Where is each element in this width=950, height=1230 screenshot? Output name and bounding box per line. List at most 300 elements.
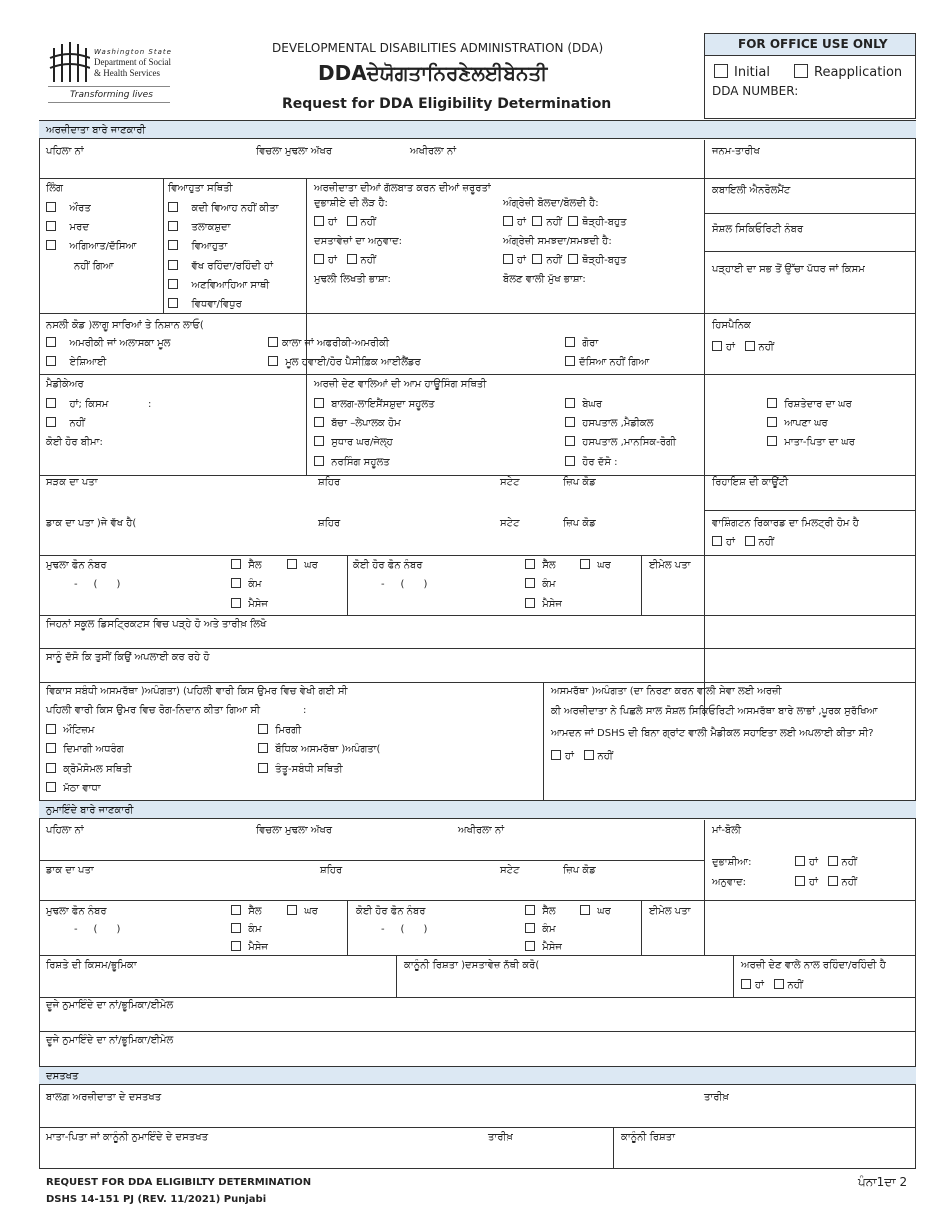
marital-separated[interactable] <box>168 260 273 273</box>
email-label: ਈਮੇਲ ਪਤਾ <box>649 560 691 571</box>
rep-middle-initial-label: ਵਿਚਲਾ ਮੁਢਲਾ ਅੱਖਰ <box>256 825 333 836</box>
homeless-checkbox[interactable] <box>565 398 575 408</box>
divider <box>613 1127 614 1169</box>
rep-legal-relationship-label: ਕਾਨੂੰਨੀ ਰਿਸ਼ਤਾ )ਦਸਤਾਵੇਜ਼ ਨੱਥੀ ਕਰੋ( <box>404 960 540 971</box>
ssa-options[interactable] <box>551 750 613 763</box>
race-label: ਨਸਲੀ ਕੋਡ )ਲਾਗੂ ਸਾਰਿਆਂ ਤੇ ਨਿਸ਼ਾਨ ਲਾਓ( <box>46 320 204 331</box>
hispanic-label: ਹਿਸਪੈਨਿਕ <box>712 320 751 331</box>
applicant-middle-initial-label: ਵਿਚਲਾ ਮੁਢਲਾ ਅੱਖਰ <box>256 146 333 157</box>
lives-with-no-checkbox[interactable] <box>774 979 784 989</box>
gender-female[interactable] <box>46 202 91 215</box>
divider <box>39 860 704 861</box>
no-label: ਨਹੀਂ <box>69 418 85 429</box>
medicare-no[interactable] <box>46 417 85 430</box>
race-hawaiian[interactable] <box>268 356 421 369</box>
dx-chromosomal[interactable] <box>46 763 132 776</box>
speaks-english-options[interactable] <box>503 216 627 229</box>
divider <box>704 213 916 214</box>
cell-checkbox[interactable] <box>231 905 241 915</box>
interpreter-yes-checkbox[interactable] <box>314 216 324 226</box>
living-foster[interactable] <box>314 417 401 430</box>
divider <box>641 555 642 615</box>
understands-little-checkbox[interactable] <box>568 254 578 264</box>
rep-other-work[interactable] <box>525 923 556 936</box>
not-told-checkbox[interactable] <box>565 356 575 366</box>
divider <box>39 178 916 179</box>
rep-translation-yes-checkbox[interactable] <box>795 876 805 886</box>
logo-dept-line1: Department of Social <box>94 57 171 67</box>
why-applying-label: ਸਾਨੂੰ ਦੱਸੋ ਕਿ ਤੁਸੀਂ ਕਿਉਂ ਅਪਲਾਈ ਕਰ ਰਹੇ ਹੋ <box>46 652 210 663</box>
rep-other-cell[interactable] <box>525 905 556 918</box>
rep-translation-no-checkbox[interactable] <box>828 876 838 886</box>
mailing-address-label: ਡਾਕ ਦਾ ਪਤਾ )ਜੇ ਵੱਖ ਹੈ( <box>46 518 137 529</box>
foster-checkbox[interactable] <box>314 417 324 427</box>
epilepsy-checkbox[interactable] <box>258 724 268 734</box>
relative-label: ਰਿਸ਼ਤੇਦਾਰ ਦਾ ਘਰ <box>784 399 852 410</box>
corrections-checkbox[interactable] <box>314 436 324 446</box>
no-label: ਨਹੀਂ <box>758 537 774 548</box>
first-age-label: ਪਹਿਲੀ ਵਾਰੀ ਕਿਸ ਉਮਰ ਵਿਚ ਰੋਗ-ਨਿਦਾਨ ਕੀਤਾ ਗਿਆ ਸੀ <box>46 705 261 716</box>
office-use-header <box>705 34 915 56</box>
female-label: ਔਰਤ <box>69 203 91 214</box>
rep-primary-phone-label: ਮੁਢਲਾ ਫੋਨ ਨੰਬਰ <box>46 906 107 917</box>
divider <box>704 510 916 511</box>
divider <box>733 955 734 997</box>
marital-married[interactable] <box>168 240 227 253</box>
street-address-label: ਸੜਕ ਦਾ ਪਤਾ <box>46 477 98 488</box>
message-label: ਮੈਸੇਜ <box>542 942 562 953</box>
rep-primary-cell[interactable] <box>231 905 262 918</box>
race-white[interactable] <box>565 337 598 350</box>
primary-phone-home[interactable] <box>287 559 318 572</box>
primary-phone-work[interactable] <box>231 578 262 591</box>
yes-label: ਹਾਂ <box>517 255 526 266</box>
dx-intellectual[interactable] <box>258 743 380 756</box>
yes-label: ਹਾਂ <box>328 255 337 266</box>
no-label: ਨਹੀਂ <box>360 217 376 228</box>
marital-partner[interactable] <box>168 279 269 292</box>
divider <box>347 555 348 615</box>
work-checkbox[interactable] <box>231 923 241 933</box>
reapplication-option[interactable] <box>794 64 902 81</box>
gender-unknown-line2: ਨਹੀਂ ਗਿਆ <box>74 261 114 272</box>
rep-mailing-label: ਡਾਕ ਦਾ ਪਤਾ <box>46 865 94 876</box>
yes-label: ਹਾਂ <box>809 857 818 868</box>
no-label: ਨਹੀਂ <box>758 342 774 353</box>
neuro-label: ਤੰਤੂ-ਸਬੰਧੀ ਸਥਿਤੀ <box>275 764 343 775</box>
rep-first-name-label: ਪਹਿਲਾ ਨਾਂ <box>46 825 84 836</box>
home-checkbox[interactable] <box>580 905 590 915</box>
applicant-section-title: ਅਰਜ਼ੀਦਾਤਾ ਬਾਰੇ ਜਾਣਕਾਰੀ <box>46 125 146 136</box>
living-hospital-psych[interactable] <box>565 436 676 449</box>
foster-label: ਬੱਚਾ –ਲੇਪਾਲਕ ਹੋਮ <box>331 418 401 429</box>
message-label: ਮੈਸੇਜ <box>542 599 562 610</box>
applicant-birth-date-label: ਜਨਮ-ਤਾਰੀਖ <box>712 146 760 157</box>
ssa-question-line1: ਕੀ ਅਰਜ਼ੀਦਾਤਾ ਨੇ ਪਿਛਲੇ ਸਾਲ ਸੋਸ਼ਲ ਸਿਕਿਓਰਿਟੀ ਅਸਮਰੱਥਾ ਬਾਰੇ ਲਾਭਾਂ ,ਪੂਰਕ ਸੁਰੱਖਿਆ <box>551 706 878 717</box>
other-phone-cell[interactable] <box>525 559 556 572</box>
comm-needs-label: ਅਰਜ਼ੀਦਾਤਾ ਦੀਆਂ ਗੱਲਬਾਤ ਕਰਨ ਦੀਆਂ ਜ਼ਰੂਰਤਾਂ <box>314 183 491 194</box>
hispanic-yes-checkbox[interactable] <box>712 341 722 351</box>
primary-phone-cell[interactable] <box>231 559 262 572</box>
chromosomal-label: ਕ੍ਰੋਮੋਸੋਮਲ ਸਥਿਤੀ <box>63 764 132 775</box>
message-checkbox[interactable] <box>525 598 535 608</box>
dx-cerebral[interactable] <box>46 743 124 756</box>
corrections-label: ਸੁਧਾਰ ਘਰ/ਜੇਲ੍ਹ <box>331 437 393 448</box>
dev-disability-label: ਵਿਕਾਸ ਸਬੰਧੀ ਅਸਮਰੱਥਾ )ਅਪੰਗਤਾ) (ਪਹਿਲੀ ਵਾਰੀ ਕਿਸ ਉਮਰ ਵਿਚ ਵੇਖੀ ਗਈ ਸੀ <box>46 686 348 697</box>
medicare-yes[interactable] <box>46 398 108 411</box>
cell-checkbox[interactable] <box>525 905 535 915</box>
parent-home-checkbox[interactable] <box>767 436 777 446</box>
hospital-psych-checkbox[interactable] <box>565 436 575 446</box>
no-label: ਨਹੀਂ <box>841 857 857 868</box>
ssn-label: ਸੋਸ਼ਲ ਸਿਕਿਓਰਿਟੀ ਨੰਬਰ <box>712 224 804 235</box>
asian-label: ਏਸ਼ਿਆਈ <box>69 357 107 368</box>
married-checkbox[interactable] <box>168 240 178 250</box>
chromosomal-checkbox[interactable] <box>46 763 56 773</box>
living-other[interactable] <box>565 456 618 469</box>
rep-translation-label: ਅਨੁਵਾਦ: <box>712 877 746 888</box>
county-label: ਰਿਹਾਇਸ਼ ਦੀ ਕਾਊਂਟੀ <box>712 477 789 488</box>
hospital-psych-label: ਹਸਪਤਾਲ ,ਮਾਨਸਿਕ-ਰੋਗੀ <box>582 437 676 448</box>
initial-option[interactable] <box>714 64 770 81</box>
cell-checkbox[interactable] <box>525 559 535 569</box>
cerebral-checkbox[interactable] <box>46 743 56 753</box>
footer-form-number: DSHS 14-151 PJ (REV. 11/2021) Punjabi <box>46 1194 267 1205</box>
marital-divorced[interactable] <box>168 221 231 234</box>
rep-other-phone-mask: - ( ) <box>381 924 428 935</box>
title-punjabi: DDAਦੇਯੋਗਤਾਨਿਰਣੇਲਈਬੇਨਤੀ <box>318 61 548 85</box>
other-living-checkbox[interactable] <box>565 456 575 466</box>
understands-english-label: ਅੰਗ੍ਰੇਜ਼ੀ ਸਮਝਦਾ/ਸਮਝਦੀ ਹੈ: <box>503 236 612 247</box>
speaks-yes-checkbox[interactable] <box>503 216 513 226</box>
medicare-label: ਮੈਡੀਕੇਅਰ <box>46 379 84 390</box>
male-checkbox[interactable] <box>46 221 56 231</box>
gender-unknown[interactable] <box>46 240 136 253</box>
divider <box>39 615 916 616</box>
wa-record-label: ਵਾਸ਼ਿੰਗਟਨ ਰਿਕਾਰਡ ਦਾ ਮਿਲਟ੍ਰੀ ਹੋਮ ਹੈ <box>712 518 859 529</box>
race-asian[interactable] <box>46 356 106 369</box>
dx-slow-growth[interactable] <box>46 782 101 795</box>
living-own-home[interactable] <box>767 417 828 430</box>
signature-section-header <box>39 1066 916 1085</box>
rep-lives-with-label: ਅਰਜ਼ੀ ਦੇਣ ਵਾਲੇ ਨਾਲ ਰਹਿੰਦਾ/ਰਹਿੰਦੀ ਹੈ <box>741 960 886 971</box>
message-label: ਮੈਸੇਜ <box>248 599 268 610</box>
divider <box>39 1127 916 1128</box>
divider <box>163 178 164 313</box>
home-label: ਘਰ <box>304 560 318 571</box>
other-living-label: ਹੋਰ ਦੱਸੋ : <box>582 457 618 468</box>
amer-indian-label: ਅਮਰੀਕੀ ਜਾਂ ਅਲਾਸਕਾ ਮੂਲ <box>69 338 171 349</box>
partner-checkbox[interactable] <box>168 279 178 289</box>
own-home-label: ਆਪਣਾ ਘਰ <box>784 418 828 429</box>
rep-interpreter-options[interactable] <box>795 856 857 869</box>
divider <box>39 555 916 556</box>
divider <box>39 648 916 649</box>
wa-no-checkbox[interactable] <box>745 536 755 546</box>
applicant-last-name-label: ਅਖੀਰਲਾ ਨਾਂ <box>410 146 457 157</box>
zip-label: ਜ਼ਿਪ ਕੋਡ <box>563 477 596 488</box>
no-label: ਨਹੀਂ <box>546 255 562 266</box>
signature-section-title: ਦਸਤਖਤ <box>46 1071 79 1082</box>
never-married-checkbox[interactable] <box>168 202 178 212</box>
homeless-label: ਬੇਘਰ <box>582 399 603 410</box>
translation-yes-checkbox[interactable] <box>314 254 324 264</box>
speaks-no-checkbox[interactable] <box>532 216 542 226</box>
nursing-checkbox[interactable] <box>314 456 324 466</box>
living-hospital-med[interactable] <box>565 417 654 430</box>
yes-label: ਹਾਂ <box>565 751 574 762</box>
logo-dept-line2: & Health Services <box>94 68 160 78</box>
autism-checkbox[interactable] <box>46 724 56 734</box>
female-checkbox[interactable] <box>46 202 56 212</box>
understands-yes-checkbox[interactable] <box>503 254 513 264</box>
work-label: ਕੰਮ <box>542 579 556 590</box>
message-checkbox[interactable] <box>231 598 241 608</box>
reapplication-checkbox[interactable] <box>794 64 808 78</box>
understands-no-checkbox[interactable] <box>532 254 542 264</box>
footer-page-number: ਪੰਨਾ1ਦਾ 2 <box>858 1175 908 1189</box>
a-little-label: ਥੋੜ੍ਹੀ-ਬਹੁਤ <box>582 217 627 228</box>
medicare-colon: : <box>148 399 152 410</box>
a-little-label: ਥੋੜ੍ਹੀ-ਬਹੁਤ <box>582 255 627 266</box>
black-label: ਕਾਲਾ ਜਾਂ ਅਫਰੀਕੀ-ਅਮਰੀਕੀ <box>282 338 390 349</box>
city-label: ਸ਼ਹਿਰ <box>318 477 341 488</box>
home-label: ਘਰ <box>304 906 318 917</box>
relative-checkbox[interactable] <box>767 398 777 408</box>
cell-label: ਸੈੱਲ <box>248 906 262 917</box>
logo-tagline: Transforming lives <box>70 90 153 100</box>
living-nursing[interactable] <box>314 456 390 469</box>
message-checkbox[interactable] <box>231 941 241 951</box>
cell-label: ਸੈੱਲ <box>248 560 262 571</box>
rep-city-label: ਸ਼ਹਿਰ <box>320 865 343 876</box>
second-rep-label: ਦੂਜੇ ਨੁਮਾਇੰਦੇ ਦਾ ਨਾਂ/ਭੂਮਿਕਾ/ਈਮੇਲ <box>46 1000 174 1011</box>
separated-label: ਵੱਖ ਰਹਿੰਦਾ/ਰਹਿੰਦੀ ਹਾਂ <box>191 261 274 272</box>
own-home-checkbox[interactable] <box>767 417 777 427</box>
divider <box>641 900 642 955</box>
no-label: ਨਹੀਂ <box>360 255 376 266</box>
home-label: ਘਰ <box>597 560 611 571</box>
parent-home-label: ਮਾਤਾ-ਪਿਤਾ ਦਾ ਘਰ <box>784 437 855 448</box>
other-phone-home[interactable] <box>580 559 611 572</box>
rep-primary-message[interactable] <box>231 941 268 954</box>
interpreter-no-checkbox[interactable] <box>347 216 357 226</box>
living-parent-home[interactable] <box>767 436 855 449</box>
marital-widowed[interactable] <box>168 298 242 311</box>
widowed-label: ਵਿਧਵਾ/ਵਿਧੁਰ <box>191 299 242 310</box>
work-checkbox[interactable] <box>231 578 241 588</box>
rep-interpreter-yes-checkbox[interactable] <box>795 856 805 866</box>
no-label: ਨਹੀਂ <box>597 751 613 762</box>
logo-state: Washington State <box>94 48 172 56</box>
school-districts-label: ਜਿਹਨਾਂ ਸਕੂਲ ਡਿਸਟ੍ਰਿਕਟਸ ਵਿਚ ਪੜ੍ਹੇ ਹੋ ਅਤੇ ਤਾਰੀਖ਼ ਲਿਖੋ <box>46 619 267 630</box>
rep-zip-label: ਜ਼ਿਪ ਕੋਡ <box>563 865 596 876</box>
wa-record-options[interactable] <box>712 536 774 549</box>
gender-label: ਲਿੰਗ <box>46 183 63 194</box>
understands-english-options[interactable] <box>503 254 627 267</box>
hispanic-no-checkbox[interactable] <box>745 341 755 351</box>
parent-signature-date-label: ਤਾਰੀਖ਼ <box>488 1132 513 1143</box>
adult-family-checkbox[interactable] <box>314 398 324 408</box>
representative-section-title: ਨੁਮਾਇੰਦੇ ਬਾਰੇ ਜਾਣਕਾਰੀ <box>46 805 134 816</box>
office-use-label: FOR OFFICE USE ONLY <box>738 37 888 51</box>
other-phone-work[interactable] <box>525 578 556 591</box>
yes-label: ਹਾਂ <box>755 980 764 991</box>
primary-phone-mask: - ( ) <box>74 579 121 590</box>
first-age-colon: : <box>303 705 307 716</box>
hospital-med-checkbox[interactable] <box>565 417 575 427</box>
representative-section-header <box>39 800 916 819</box>
home-label: ਘਰ <box>597 906 611 917</box>
work-checkbox[interactable] <box>525 923 535 933</box>
slow-growth-label: ਮੱਠਾ ਵਾਧਾ <box>63 783 101 794</box>
footer-title: REQUEST FOR DDA ELIGIBILTY DETERMINATION <box>46 1177 312 1188</box>
never-married-label: ਕਦੀ ਵਿਆਹ ਨਹੀਂ ਕੀਤਾ <box>191 203 279 214</box>
home-checkbox[interactable] <box>287 559 297 569</box>
no-label: ਨਹੀਂ <box>546 217 562 228</box>
rep-other-home[interactable] <box>580 905 611 918</box>
work-label: ਕੰਮ <box>542 924 556 935</box>
race-not-told[interactable] <box>565 356 649 369</box>
speaks-english-label: ਅੰਗ੍ਰੇਜ਼ੀ ਬੋਲਦਾ/ਬੋਲਦੀ ਹੈ: <box>503 198 599 209</box>
written-language-label: ਮੁਢਲੀ ਲਿਖਤੀ ਭਾਸ਼ਾ: <box>314 274 391 285</box>
yes-label: ਹਾਂ <box>517 217 526 228</box>
other-phone-mask: - ( ) <box>381 579 428 590</box>
autism-label: ਔਟਿਜ਼ਮ <box>63 725 95 736</box>
separated-checkbox[interactable] <box>168 260 178 270</box>
rep-state-label: ਸਟੇਟ <box>500 865 520 876</box>
medicare-yes-checkbox[interactable] <box>46 398 56 408</box>
asian-checkbox[interactable] <box>46 356 56 366</box>
unknown-checkbox[interactable] <box>46 240 56 250</box>
divider <box>704 140 705 716</box>
slow-growth-checkbox[interactable] <box>46 782 56 792</box>
marital-never[interactable] <box>168 202 279 215</box>
dx-neuro[interactable] <box>258 763 343 776</box>
rep-other-phone-label: ਕੋਈ ਹੋਰ ਫੋਨ ਨੰਬਰ <box>356 906 426 917</box>
translation-no-checkbox[interactable] <box>347 254 357 264</box>
rep-last-name-label: ਅਖੀਰਲਾ ਨਾਂ <box>458 825 505 836</box>
parent-signature-label: ਮਾਤਾ-ਪਿਤਾ ਜਾਂ ਕਾਨੂੰਨੀ ਨੁਮਾਇੰਦੇ ਦੇ ਦਸਤਖਤ <box>46 1132 208 1143</box>
ssa-yes-checkbox[interactable] <box>551 750 561 760</box>
dx-autism[interactable] <box>46 724 95 737</box>
adult-signature-date-label: ਤਾਰੀਖ਼ <box>704 1092 729 1103</box>
divorced-checkbox[interactable] <box>168 221 178 231</box>
rep-other-message[interactable] <box>525 941 562 954</box>
living-corrections[interactable] <box>314 436 393 449</box>
hawaiian-checkbox[interactable] <box>268 356 278 366</box>
race-black[interactable] <box>268 337 389 350</box>
home-checkbox[interactable] <box>287 905 297 915</box>
spoken-language-label: ਬੋਲਣ ਵਾਲੀ ਮੁੱਖ ਭਾਸ਼ਾ: <box>503 274 586 285</box>
no-label: ਨਹੀਂ <box>787 980 803 991</box>
rep-primary-phone-mask: - ( ) <box>74 924 121 935</box>
medicare-no-checkbox[interactable] <box>46 417 56 427</box>
divider <box>704 820 705 955</box>
rep-lives-with-options[interactable] <box>741 979 803 992</box>
need-interpreter-label: ਦੁਭਾਸ਼ੀਏ ਦੀ ਲੋੜ ਹੈ: <box>314 198 388 209</box>
white-label: ਗੋਰਾ <box>582 338 599 349</box>
nursing-label: ਨਰਸਿੰਗ ਸਹੂਲਤ <box>331 457 390 468</box>
cell-label: ਸੈੱਲ <box>542 906 556 917</box>
ssa-no-checkbox[interactable] <box>584 750 594 760</box>
intellectual-label: ਬੌਧਿਕ ਅਸਮਰੱਥਾ )ਅਪੰਗਤਾ( <box>275 744 381 755</box>
amer-indian-checkbox[interactable] <box>46 337 56 347</box>
home-checkbox[interactable] <box>580 559 590 569</box>
translation-options[interactable] <box>314 254 376 267</box>
divider <box>39 900 916 901</box>
rep-primary-work[interactable] <box>231 923 262 936</box>
speaks-little-checkbox[interactable] <box>568 216 578 226</box>
divider <box>396 955 397 997</box>
yes-label: ਹਾਂ <box>726 342 735 353</box>
mailing-state-label: ਸਟੇਟ <box>500 518 520 529</box>
rep-translation-options[interactable] <box>795 876 857 889</box>
primary-phone-label: ਮੁਢਲਾ ਫੋਨ ਨੰਬਰ <box>46 560 107 571</box>
lives-with-yes-checkbox[interactable] <box>741 979 751 989</box>
divorced-label: ਤਲਾਕਸ਼ੁਦਾ <box>191 222 231 233</box>
mailing-city-label: ਸ਼ਹਿਰ <box>318 518 341 529</box>
rep-primary-home[interactable] <box>287 905 318 918</box>
doc-translation-label: ਦਸਤਾਵੇਜ਼ਾਂ ਦਾ ਅਨੁਵਾਦ: <box>314 236 402 247</box>
male-label: ਮਰਦ <box>69 222 89 233</box>
yes-label: ਹਾਂ <box>809 877 818 888</box>
race-amer-indian[interactable] <box>46 337 171 350</box>
initial-label: Initial <box>734 65 770 80</box>
rep-email-label: ਈਮੇਲ ਪਤਾ <box>649 906 691 917</box>
widowed-checkbox[interactable] <box>168 298 178 308</box>
work-checkbox[interactable] <box>525 578 535 588</box>
agency-name: DEVELOPMENTAL DISABILITIES ADMINISTRATION (DDA) <box>272 41 604 55</box>
education-label: ਪੜ੍ਹਾਈ ਦਾ ਸਭ ਤੋਂ ਉੱਚਾ ਪੱਧਰ ਜਾਂ ਕਿਸਮ <box>712 264 865 275</box>
divider <box>39 374 916 375</box>
divider <box>306 178 307 475</box>
interpreter-options[interactable] <box>314 216 376 229</box>
partner-label: ਅਣਵਿਆਹਿਆ ਸਾਥੀ <box>191 280 270 291</box>
white-checkbox[interactable] <box>565 337 575 347</box>
epilepsy-label: ਮਿਰਗੀ <box>275 725 302 736</box>
not-told-label: ਦੱਸਿਆ ਨਹੀਂ ਗਿਆ <box>579 357 650 368</box>
initial-checkbox[interactable] <box>714 64 728 78</box>
living-situation-label: ਅਰਜ਼ੀ ਦੇਣ ਵਾਲਿਆਂ ਦੀ ਆਮ ਹਾਊਸਿੰਗ ਸਥਿਤੀ <box>314 379 487 390</box>
cell-checkbox[interactable] <box>231 559 241 569</box>
living-adult-family[interactable] <box>314 398 435 411</box>
dx-epilepsy[interactable] <box>258 724 301 737</box>
primary-phone-message[interactable] <box>231 598 268 611</box>
divider <box>39 955 916 956</box>
intellectual-checkbox[interactable] <box>258 743 268 753</box>
neuro-checkbox[interactable] <box>258 763 268 773</box>
cell-label: ਸੈੱਲ <box>542 560 556 571</box>
unknown-label: ਅਗਿਆਤ/ਦੱਸਿਆ <box>69 241 137 252</box>
state-label: ਸਟੇਟ <box>500 477 520 488</box>
rep-interpreter-label: ਦੁਭਾਸ਼ੀਆ: <box>712 857 752 868</box>
married-label: ਵਿਆਹੁਤਾ <box>191 241 228 252</box>
living-homeless[interactable] <box>565 398 602 411</box>
black-checkbox[interactable] <box>268 337 278 347</box>
hispanic-options[interactable] <box>712 341 774 354</box>
message-checkbox[interactable] <box>525 941 535 951</box>
rep-interpreter-no-checkbox[interactable] <box>828 856 838 866</box>
ssa-question-line2: ਆਮਦਨ ਜਾਂ DSHS ਦੀ ਬਿਨਾ ਗ੍ਰਾਂਟ ਵਾਲੀ ਮੈਡੀਕਲ ਸਹਾਇਤਾ ਲਈ ਅਪਲਾਈ ਕੀਤਾ ਸੀ? <box>551 728 874 739</box>
living-relative[interactable] <box>767 398 852 411</box>
logo-divider-bottom <box>48 102 170 103</box>
no-label: ਨਹੀਂ <box>841 877 857 888</box>
wa-yes-checkbox[interactable] <box>712 536 722 546</box>
gender-male[interactable] <box>46 221 89 234</box>
other-phone-message[interactable] <box>525 598 562 611</box>
office-use-box <box>704 33 916 119</box>
